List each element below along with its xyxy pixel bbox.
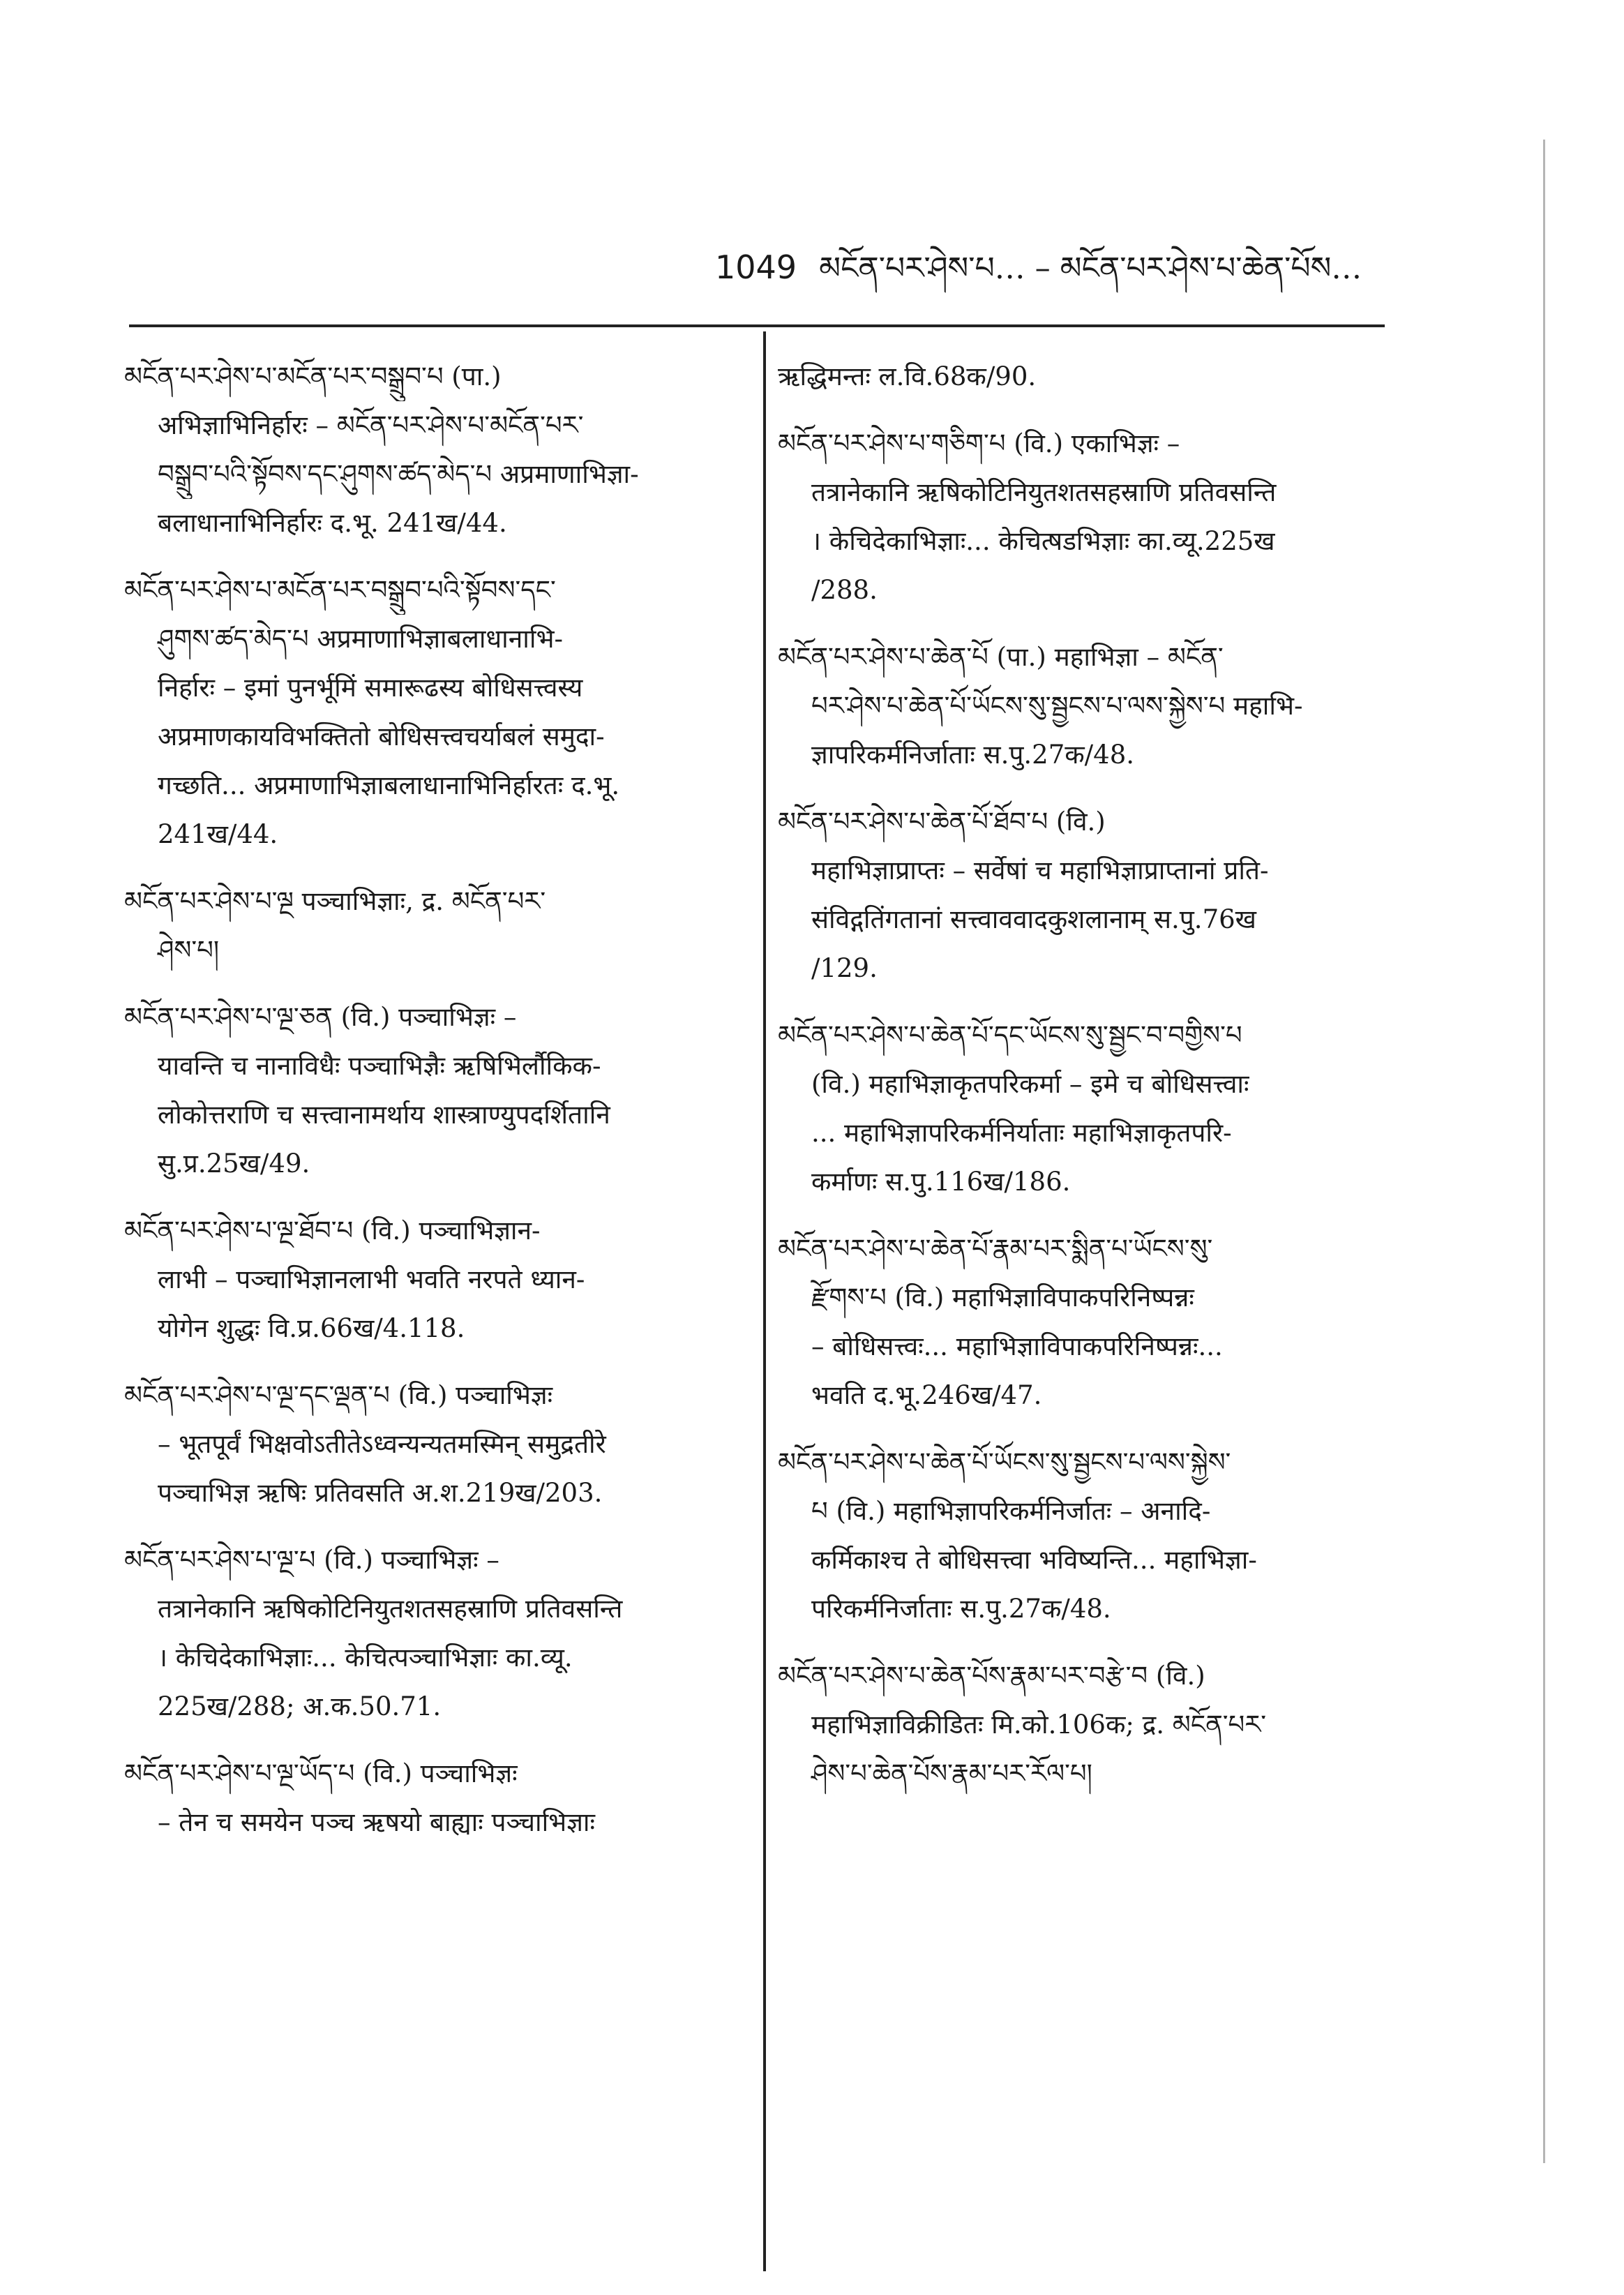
entry-line: । केचिदेकाभिज्ञाः... केचित्पञ्चाभिज्ञाः का.व्यू. bbox=[158, 1643, 573, 1673]
dictionary-entry bbox=[778, 419, 1378, 615]
entry-headword-line: མངོན་པར་ཤེས་པ་ལྔ་དང་ལྡན་པ (वि.) पञ्चाभिज्ञः bbox=[124, 1380, 553, 1410]
dictionary-entry bbox=[124, 1206, 724, 1353]
entry-line: ... महाभिज्ञापरिकर्मनिर्याताः महाभिज्ञाकृतपरि- bbox=[811, 1118, 1232, 1148]
header-range: མངོན་པར་ཤེས་པ… – མངོན་པར་ཤེས་པ་ཆེན་པོས… bbox=[819, 251, 1362, 286]
dictionary-entry bbox=[124, 566, 724, 859]
entry-line: गच्छति... अप्रमाणाभिज्ञाबलाधानाभिनिर्हारतः द.भू. bbox=[158, 770, 620, 800]
entry-line: བསྒྲུབ་པའི་སྟོབས་དང་ཤུགས་ཚད་མེད་པ अप्रमाणाभिज्ञा- bbox=[158, 459, 639, 489]
entry-line: महाभिज्ञाविक्रीडितः मि.को.106क; द्र. མངོན་པར་ bbox=[811, 1710, 1267, 1740]
left-column bbox=[124, 352, 724, 2292]
header-rule bbox=[129, 324, 1385, 327]
dictionary-entry bbox=[124, 1749, 724, 1847]
entry-line: कर्मिकाश्च ते बोधिसत्त्वा भविष्यन्ति... महाभिज्ञा- bbox=[811, 1545, 1257, 1575]
entry-line: तत्रानेकानि ऋषिकोटिनियुतशतसहस्राणि प्रतिवसन्ति bbox=[158, 1594, 623, 1624]
entry-headword-line: མངོན་པར་ཤེས་པ་ལྔ पञ्चाभिज्ञाः, द्र. མངོན་པར་ bbox=[124, 886, 546, 916]
entry-line: རྫོགས་པ (वि.) महाभिज्ञाविपाकपरिनिष्पन्नः bbox=[811, 1283, 1194, 1313]
entry-headword-line: མངོན་པར་ཤེས་པ་ལྔ་ཐོབ་པ (वि.) पञ्चाभिज्ञान- bbox=[124, 1216, 541, 1246]
dictionary-entry bbox=[124, 877, 724, 975]
entry-line: ज्ञापरिकर्मनिर्जाताः स.पु.27क/48. bbox=[811, 740, 1134, 770]
entry-line: – तेन च समयेन पञ्च ऋषयो बाह्याः पञ्चाभिज्ञाः bbox=[158, 1807, 595, 1837]
entry-headword-line: མངོན་པར་ཤེས་པ་མངོན་པར་བསྒྲུབ་པའི་སྟོབས་དང་ bbox=[124, 575, 556, 605]
entry-line: ཤུགས་ཚད་མེད་པ अप्रमाणाभिज्ञाबलाधानाभि- bbox=[158, 624, 563, 654]
entry-line: । केचिदेकाभिज्ञाः... केचित्षडभिज्ञाः का.व्यू.225ख bbox=[811, 526, 1275, 556]
entry-line: बलाधानाभिनिर्हारः द.भू. 241ख/44. bbox=[158, 508, 507, 538]
entry-headword-line: མངོན་པར་ཤེས་པ་ཆེན་པོ་ཐོབ་པ (वि.) bbox=[778, 807, 1106, 837]
entry-line: (वि.) महाभिज्ञाकृतपरिकर्मा – इमे च बोधिसत्त्वाः bbox=[811, 1069, 1249, 1099]
entry-line: अभिज्ञाभिनिर्हारः – མངོན་པར་ཤེས་པ་མངོན་པར་ bbox=[158, 410, 584, 440]
entry-line: པ (वि.) महाभिज्ञापरिकर्मनिर्जातः – अनादि- bbox=[811, 1496, 1211, 1526]
entry-line: यावन्ति च नानाविधैः पञ्चाभिज्ञैः ऋषिभिर्लौकिक- bbox=[158, 1051, 601, 1081]
entry-headword-line: མངོན་པར་ཤེས་པ་ཆེན་པོ (पा.) महाभिज्ञा – མངོན་ bbox=[778, 642, 1224, 672]
dictionary-entry bbox=[778, 633, 1378, 779]
column-divider bbox=[763, 331, 766, 2271]
entry-line: पञ्चाभिज्ञ ऋषिः प्रतिवसति अ.श.219ख/203. bbox=[158, 1478, 603, 1508]
entry-headword-line: མངོན་པར་ཤེས་པ་ཆེན་པོ་ཡོངས་སུ་སྦྱངས་པ་ལས་སྐྱེས་ bbox=[778, 1447, 1231, 1477]
page-header bbox=[715, 234, 1413, 320]
entry-line: परिकर्मनिर्जाताः स.पु.27क/48. bbox=[811, 1594, 1111, 1624]
scan-edge-line bbox=[1543, 140, 1545, 2163]
dictionary-entry bbox=[778, 1225, 1378, 1420]
entry-headword-line: མངོན་པར་ཤེས་པ་ཆེན་པོ་དང་ཡོངས་སུ་སྦྱང་བ་བགྱིས་པ bbox=[778, 1020, 1242, 1050]
entry-line: भवति द.भू.246ख/47. bbox=[811, 1380, 1042, 1410]
entry-headword-line: ऋद्धिमन्तः ल.वि.68क/90. bbox=[778, 361, 1037, 391]
dictionary-entry bbox=[778, 1652, 1378, 1798]
page-number: 1049 bbox=[715, 248, 797, 286]
entry-line: लाभी – पञ्चाभिज्ञानलाभी भवति नरपते ध्यान- bbox=[158, 1264, 585, 1294]
entry-line: तत्रानेकानि ऋषिकोटिनियुतशतसहस्राणि प्रतिवसन्ति bbox=[811, 477, 1277, 507]
entry-line: कर्माणः स.पु.116ख/186. bbox=[811, 1167, 1071, 1197]
entry-line: अप्रमाणकायविभक्तितो बोधिसत्त्वचर्याबलं समुदा- bbox=[158, 722, 605, 752]
entry-headword-line: མངོན་པར་ཤེས་པ་ལྔ་པ (वि.) पञ्चाभिज्ञः – bbox=[124, 1545, 499, 1575]
entry-line: – भूतपूर्वं भिक्षवोऽतीतेऽध्वन्यन्यतमस्मिन् समुद्रतीरे bbox=[158, 1429, 606, 1459]
entry-headword-line: མངོན་པར་ཤེས་པ་ལྔ་ཅན (वि.) पञ्चाभिज्ञः – bbox=[124, 1002, 517, 1032]
entry-line: संविद्गतिंगतानां सत्त्वाववादकुशलानाम् स.पु.76ख bbox=[811, 904, 1256, 934]
entry-line: निर्हारः – इमां पुनर्भूमिं समारूढस्य बोधिसत्त्वस्य bbox=[158, 673, 583, 703]
entry-line: 225ख/288; अ.क.50.71. bbox=[158, 1691, 442, 1721]
dictionary-entry bbox=[778, 1011, 1378, 1206]
dictionary-entry bbox=[778, 798, 1378, 993]
entry-headword-line: མངོན་པར་ཤེས་པ་མངོན་པར་བསྒྲུབ་པ (पा.) bbox=[124, 361, 502, 391]
entry-line: ཤེས་པ་ཆེན་པོས་རྣམ་པར་རོལ་པ། bbox=[811, 1758, 1092, 1788]
entry-line: /288. bbox=[811, 575, 878, 605]
entry-headword-line: མངོན་པར་ཤེས་པ་ཆེན་པོ་རྣམ་པར་སྨིན་པ་ཡོངས་སུ་ bbox=[778, 1234, 1213, 1264]
entry-line: པར་ཤེས་པ་ཆེན་པོ་ཡོངས་སུ་སྦྱངས་པ་ལས་སྐྱེས་པ महाभि- bbox=[811, 691, 1303, 721]
entry-line: योगेन शुद्धः वि.प्र.66ख/4.118. bbox=[158, 1313, 465, 1343]
dictionary-entry bbox=[124, 352, 724, 548]
dictionary-entry bbox=[778, 352, 1378, 401]
right-column bbox=[778, 352, 1378, 2292]
dictionary-entry bbox=[124, 993, 724, 1188]
entry-line: महाभिज्ञाप्राप्तः – सर्वेषां च महाभिज्ञाप्राप्तानां प्रति- bbox=[811, 855, 1269, 885]
dictionary-entry bbox=[124, 1536, 724, 1731]
dictionary-entry bbox=[124, 1371, 724, 1518]
entry-headword-line: མངོན་པར་ཤེས་པ་ཆེན་པོས་རྣམ་པར་བརྩེ་བ (वि.) bbox=[778, 1661, 1205, 1691]
dictionary-entry bbox=[778, 1438, 1378, 1634]
entry-line: लोकोत्तराणि च सत्त्वानामर्थाय शास्त्राण्युपदर्शितानि bbox=[158, 1100, 610, 1130]
entry-line: 241ख/44. bbox=[158, 819, 278, 849]
entry-line: सु.प्र.25ख/49. bbox=[158, 1149, 310, 1179]
entry-headword-line: མངོན་པར་ཤེས་པ་གཅིག་པ (वि.) एकाभिज्ञः – bbox=[778, 428, 1180, 458]
entry-headword-line: མངོན་པར་ཤེས་པ་ལྔ་ཡོད་པ (वि.) पञ्चाभिज्ञः bbox=[124, 1758, 518, 1788]
entry-line: /129. bbox=[811, 953, 878, 983]
entry-line: ཤེས་པ། bbox=[158, 935, 220, 965]
entry-line: – बोधिसत्त्वः... महाभिज्ञाविपाकपरिनिष्पन्नः... bbox=[811, 1331, 1223, 1361]
